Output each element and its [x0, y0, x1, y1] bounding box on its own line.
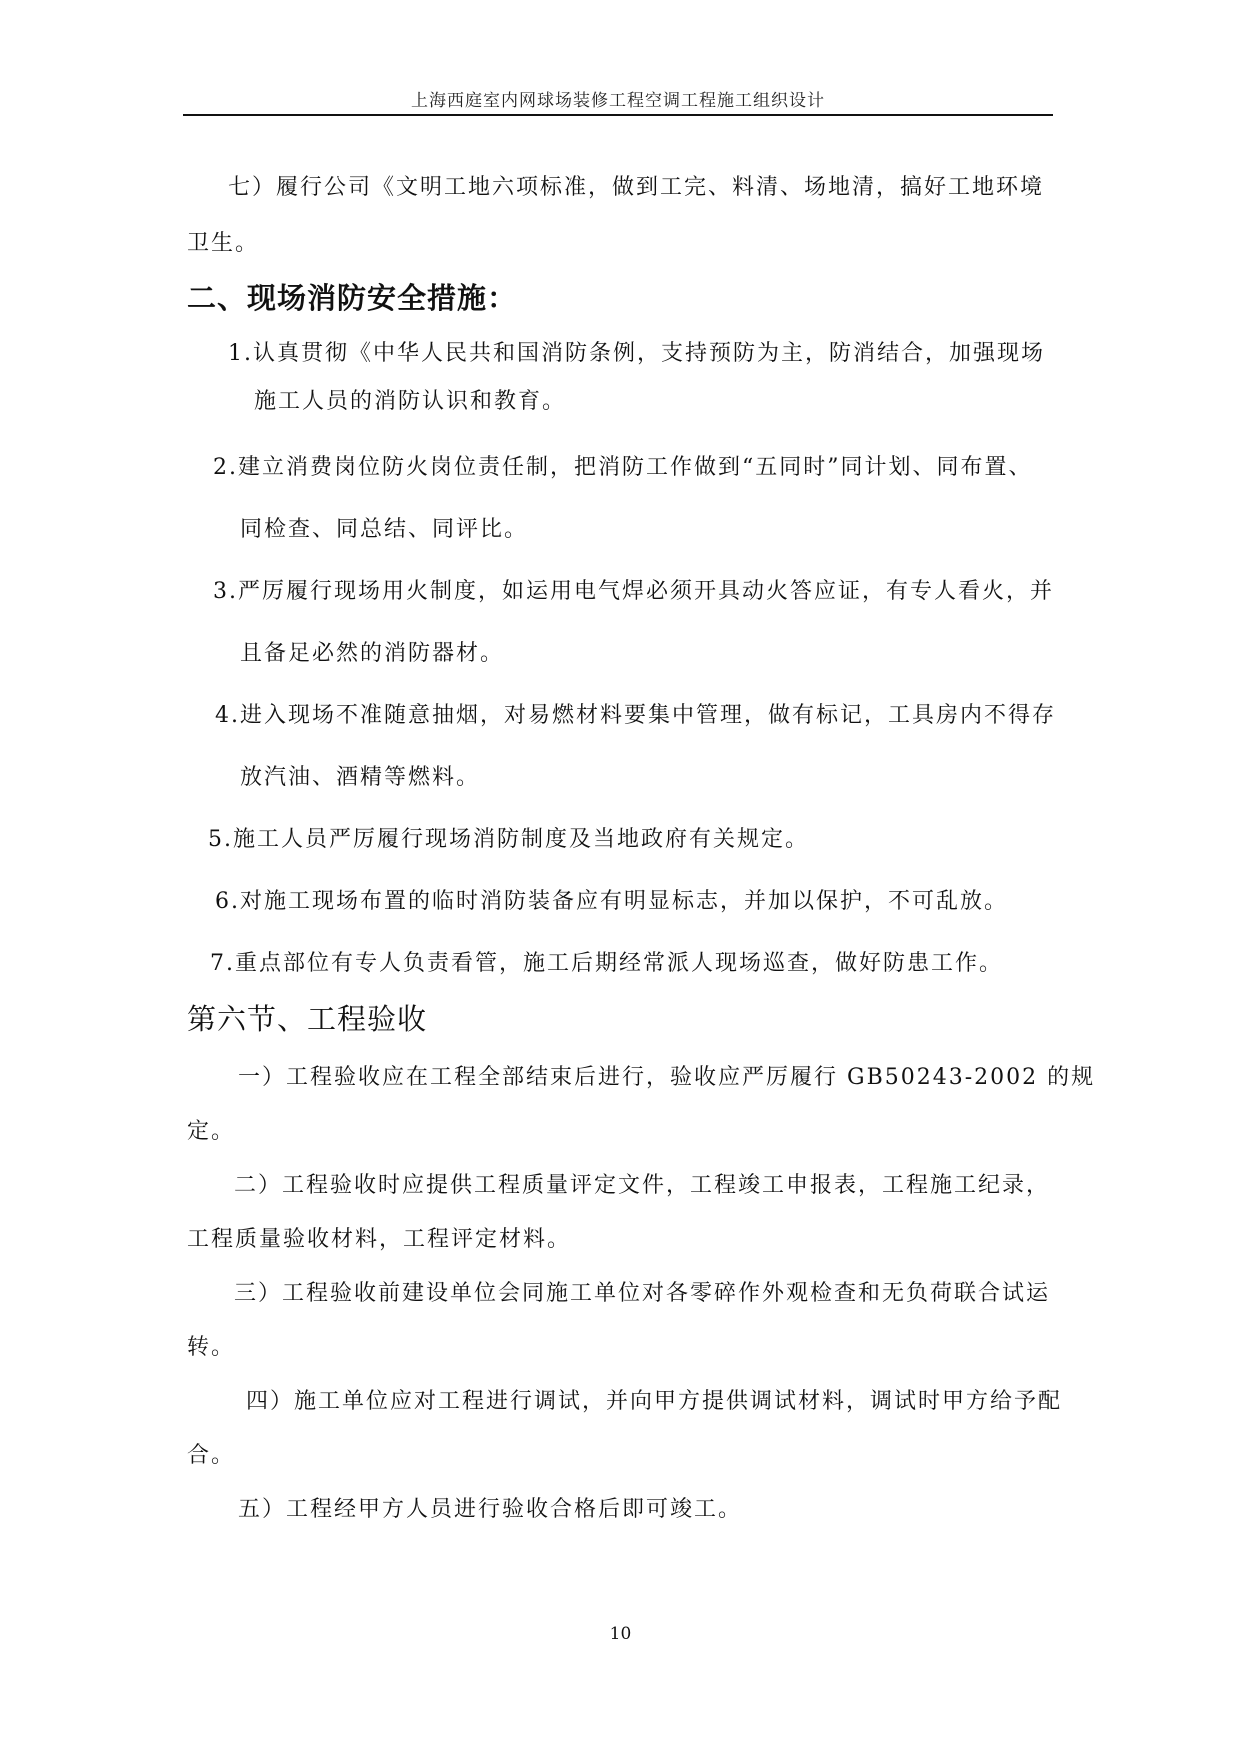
paragraph-line: 定。: [187, 1119, 236, 1144]
header-rule: [183, 114, 1053, 116]
list-item-line: 7.重点部位有专人负责看管，施工后期经常派人现场巡查，做好防患工作。: [210, 951, 1003, 976]
paragraph-line: 工程质量验收材料，工程评定材料。: [187, 1227, 572, 1252]
list-item-line: 2.建立消费岗位防火岗位责任制，把消防工作做到“五同时”同计划、同布置、: [213, 455, 1033, 480]
running-header: 上海西庭室内网球场装修工程空调工程施工组织设计: [411, 91, 825, 111]
list-item-line: 5.施工人员严厉履行现场消防制度及当地政府有关规定。: [208, 827, 809, 852]
paragraph-line: 一）工程验收应在工程全部结束后进行，验收应严厉履行 GB50243-2002 的规: [238, 1065, 1096, 1090]
list-item-line: 4.进入现场不准随意抽烟，对易燃材料要集中管理，做有标记，工具房内不得存: [215, 703, 1056, 728]
paragraph-line: 三）工程验收前建设单位会同施工单位对各零碎作外观检查和无负荷联合试运: [234, 1281, 1051, 1306]
list-item-line: 施工人员的消防认识和教育。: [254, 389, 567, 414]
list-item-line: 放汽油、酒精等燃料。: [240, 765, 481, 790]
list-item-line: 6.对施工现场布置的临时消防装备应有明显标志，并加以保护，不可乱放。: [215, 889, 1008, 914]
section-heading-acceptance: 第六节、工程验收: [187, 1002, 428, 1036]
paragraph-line: 四）施工单位应对工程进行调试，并向甲方提供调试材料，调试时甲方给予配: [246, 1389, 1063, 1414]
paragraph-line: 五）工程经甲方人员进行验收合格后即可竣工。: [238, 1497, 743, 1522]
paragraph-line: 七）履行公司《文明工地六项标准，做到工完、料清、场地清，搞好工地环境: [228, 175, 1045, 200]
paragraph-line: 转。: [187, 1335, 236, 1360]
paragraph-line: 合。: [187, 1443, 236, 1468]
list-item-line: 1.认真贯彻《中华人民共和国消防条例，支持预防为主，防消结合，加强现场: [228, 341, 1045, 366]
list-item-line: 同检查、同总结、同评比。: [240, 517, 529, 542]
page-number: 10: [609, 1624, 632, 1644]
paragraph-line: 二）工程验收时应提供工程质量评定文件，工程竣工申报表，工程施工纪录，: [234, 1173, 1051, 1198]
list-item-line: 且备足必然的消防器材。: [240, 641, 505, 666]
section-heading-fire-safety: 二、现场消防安全措施：: [187, 281, 518, 315]
list-item-line: 3.严厉履行现场用火制度，如运用电气焊必须开具动火答应证，有专人看火，并: [213, 579, 1054, 604]
paragraph-line: 卫生。: [187, 231, 260, 256]
